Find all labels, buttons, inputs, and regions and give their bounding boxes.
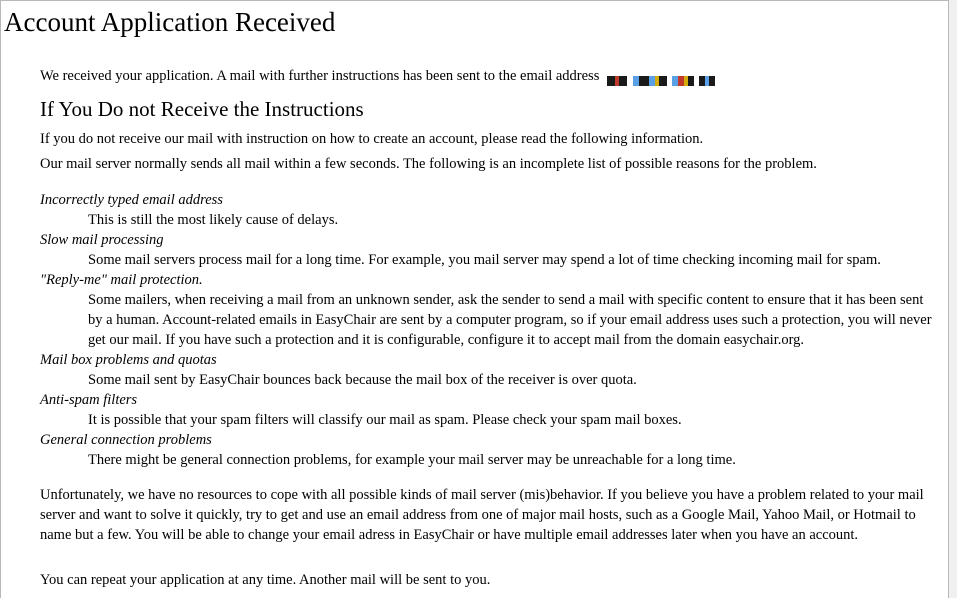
redacted-email [607,72,715,82]
reason-term: General connection problems [40,432,212,448]
reason-desc: Some mail sent by EasyChair bounces back because the mail box of the receiver is over quota. [88,372,637,388]
reason-term: Incorrectly typed email address [40,192,223,208]
closing-paragraph-1: Unfortunately, we have no resources to cope with all possible kinds of mail server (mis)behavior. If you believe you have a problem related to your mail server and want to solve it quickly, try to get and use an email address from one of major mail hosts, such as a Google Mail, Yahoo Mail, or Hotmail to name but a few. You will be able to change your email adress in EasyChair or have multiple email addresses later when you have an account. [40,487,924,543]
section-title: If You Do not Receive the Instructions [40,97,364,121]
intro-paragraph-2: Our mail server normally sends all mail within a few seconds. The following is an incomplete list of possible reasons for the problem. [40,156,817,172]
reason-term: Slow mail processing [40,232,164,248]
scrollbar[interactable] [949,0,957,598]
page-title: Account Application Received [4,7,336,37]
reason-desc: Some mailers, when receiving a mail from an unknown sender, ask the sender to send a mail with specific content to ensure that it has been sent by a human. Account-related emails in EasyChair are sent by a computer program, so if your email address uses such a protection, you will never get our mail. If you have such a protection and it is configurable, configure it to accept mail from the domain easychair.org. [88,292,932,348]
reason-desc: It is possible that your spam filters will classify our mail as spam. Please check your spam mail boxes. [88,412,682,428]
reason-term: Mail box problems and quotas [40,352,217,368]
closing-paragraph-2: You can repeat your application at any time. Another mail will be sent to you. [40,572,491,588]
reason-term: "Reply-me" mail protection. [40,272,203,288]
reason-desc: Some mail servers process mail for a long time. For example, you mail server may spend a lot of time checking incoming mail for spam. [88,252,881,268]
received-message [40,66,715,86]
reason-term: Anti-spam filters [40,392,138,408]
reason-desc: There might be general connection problems, for example your mail server may be unreachable for a long time. [88,452,736,468]
intro-paragraph-1: If you do not receive our mail with instruction on how to create an account, please read the following information. [40,131,704,147]
received-text: We received your application. A mail with further instructions has been sent to the email address [40,68,600,84]
reason-desc: This is still the most likely cause of delays. [88,212,339,228]
